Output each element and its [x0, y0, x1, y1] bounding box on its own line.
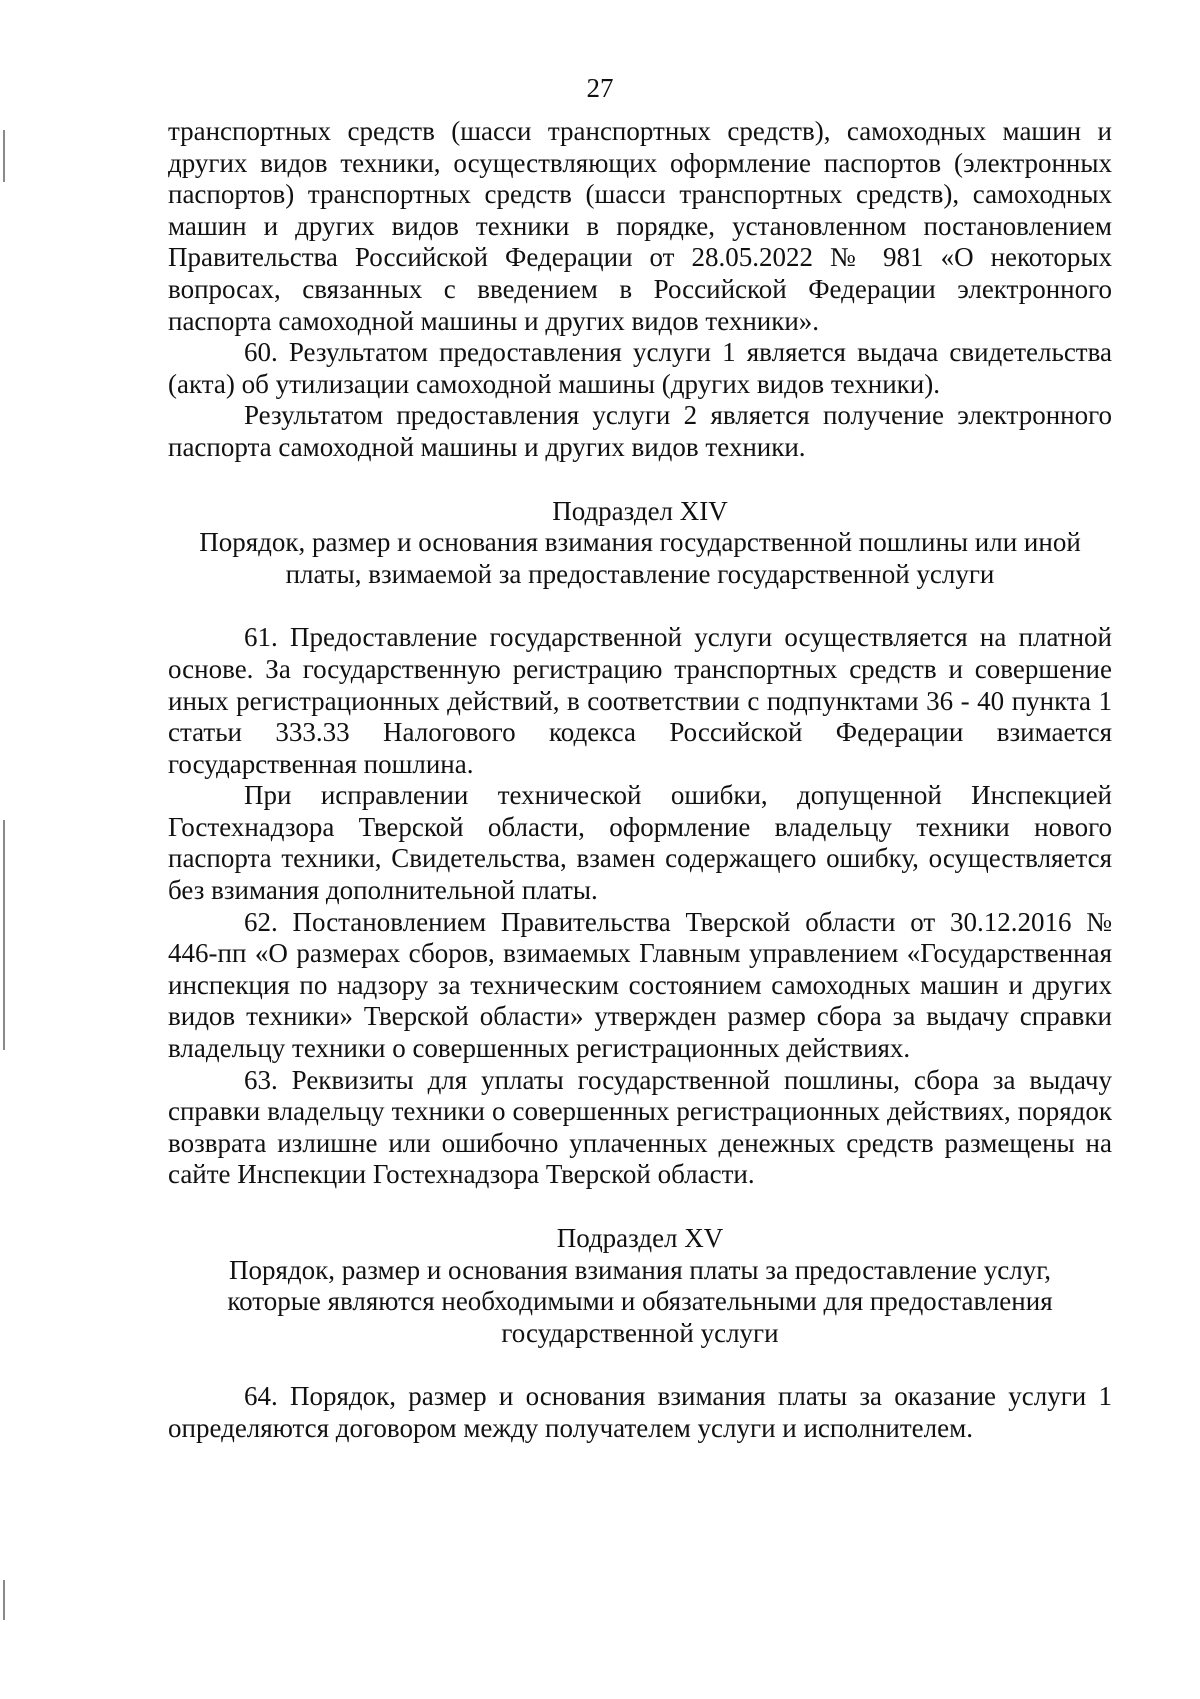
paragraph-61: 61. Предоставление государственной услуги осуществляется на платной основе. За государственную регистрацию транспортных средств и совершение иных регистрационных действий, в соответствии с подпунктами 36 - 40 пункта 1 статьи 333.33 Налогового кодекса Российской Федерации взимается государственная пошлина.: [168, 622, 1112, 779]
paragraph-63: 63. Реквизиты для уплаты государственной пошлины, сбора за выдачу справки владельцу техники о совершенных регистрационных действиях, порядок возврата излишне или ошибочно уплаченных денежных средств размещены на сайте Инспекции Гостехнадзора Тверской области.: [168, 1064, 1112, 1190]
section-xiv-title: Подраздел XIV: [552, 495, 728, 526]
section-xiv-subtitle-line1: Порядок, размер и основания взимания государственной пошлины или иной: [199, 527, 1081, 558]
document-body: [168, 116, 1112, 1445]
spacer: [168, 590, 1112, 622]
paragraph-60: 60. Результатом предоставления услуги 1 является выдача свидетельства (акта) об утилизации самоходной машины (других видов техники).: [168, 337, 1112, 399]
paragraph-62: 62. Постановлением Правительства Тверской области от 30.12.2016 № 446-пп «О размерах сборов, взимаемых Главным управлением «Государственная инспекция по надзору за техническим состоянием самоходных машин и других видов техники» Тверской области» утвержден размер сбора за выдачу справки владельцу техники о совершенных регистрационных действиях.: [168, 906, 1112, 1064]
section-xv-title: Подраздел XV: [556, 1223, 724, 1253]
section-xiv-subtitle-line2: платы, взимаемой за предоставление государственной услуги: [285, 558, 995, 589]
section-xv-subtitle-line2: которые являются необходимыми и обязательными для предоставления: [227, 1286, 1053, 1317]
paragraph-technical-error: При исправлении технической ошибки, допущенной Инспекцией Гостехнадзора Тверской области, оформление владельцу техники нового паспорта техники, Свидетельства, взамен содержащего ошибку, осуществляется без взимания дополнительной платы.: [168, 780, 1112, 906]
paragraph-service-2-result: Результатом предоставления услуги 2 является получение электронного паспорта самоходной машины и других видов техники.: [168, 400, 1112, 462]
page-number: 27: [586, 73, 614, 103]
spacer: [168, 1349, 1112, 1381]
scan-edge-mark: [3, 130, 5, 182]
spacer: [168, 1191, 1112, 1223]
paragraph-continuation: транспортных средств (шасси транспортных средств), самоходных машин и других видов техники, осуществляющих оформление паспортов (электронных паспортов) транспортных средств (шасси транспортных средств), самоходных машин и других видов техники в порядке, установленном постановлением Правительства Российской Федерации от 28.05.2022 № 981 «О некоторых вопросах, связанных с введением в Российской Федерации электронного паспорта самоходной машины и других видов техники».: [168, 116, 1112, 336]
scan-edge-mark: [3, 1580, 5, 1620]
scan-edge-mark: [3, 820, 5, 1050]
paragraph-64: 64. Порядок, размер и основания взимания платы за оказание услуги 1 определяются договором между получателем услуги и исполнителем.: [168, 1381, 1112, 1443]
section-xv-subtitle-line3: государственной услуги: [501, 1317, 779, 1348]
section-xv-subtitle-line1: Порядок, размер и основания взимания платы за предоставление услуг,: [228, 1254, 1052, 1285]
spacer: [168, 464, 1112, 496]
